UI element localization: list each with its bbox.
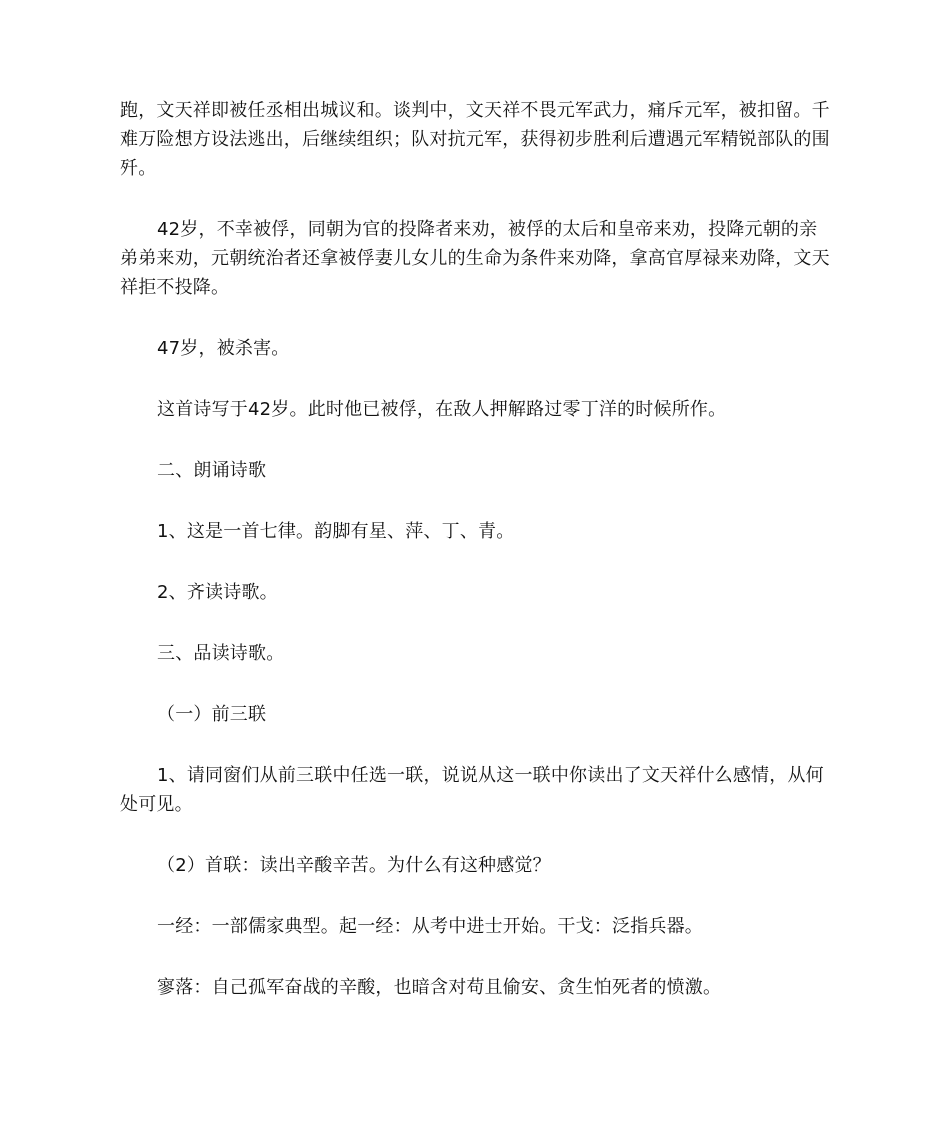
paragraph-wen-tianxiang-background: 跑，文天祥即被任丞相出城议和。谈判中，文天祥不畏元军武力，痛斥元军，被扣留。千难万险想方设法逃出，后继续组织；队对抗元军，获得初步胜利后遭遇元军精锐部队的围歼。 (120, 100, 830, 179)
question-choose-couplet: 1、请同窗们从前三联中任选一联，说说从这一联中你读出了文天祥什么感情，从何处可见。 (120, 765, 824, 815)
document-body (120, 96, 830, 1002)
paragraph-gap (120, 668, 830, 700)
paragraph-gap (120, 819, 830, 851)
section-heading-recite: 二、朗诵诗歌 (157, 460, 267, 481)
paragraph-gap (120, 880, 830, 912)
paragraph-gap (120, 941, 830, 973)
paragraph-gap (120, 729, 830, 761)
paragraph-captured-at-42: 42岁，不幸被俘，同朝为官的投降者来劝，被俘的太后和皇帝来劝，投降元朝的亲弟弟来劝，元朝统治者还拿被俘妻儿女儿的生命为条件来劝降，拿高官厚禄来劝降，文天祥拒不投降。 (120, 219, 830, 298)
paragraph-gap (120, 546, 830, 578)
paragraph-gap (120, 302, 830, 334)
paragraph-gap (120, 363, 830, 395)
paragraph-gap (120, 485, 830, 517)
paragraph-poem-written: 这首诗写于42岁。此时他已被俘，在敌人押解路过零丁洋的时候所作。 (157, 399, 727, 420)
paragraph-gap (120, 424, 830, 456)
list-item-read-together: 2、齐读诗歌。 (157, 582, 278, 603)
first-couplet-question: （2）首联：读出辛酸辛苦。为什么有这种感觉？ (157, 855, 551, 876)
vocabulary-note-liaoluo: 寥落：自己孤军奋战的辛酸，也暗含对苟且偷安、贪生怕死者的愤激。 (157, 977, 722, 998)
paragraph-killed-at-47: 47岁，被杀害。 (157, 338, 290, 359)
vocabulary-note-yijing: 一经：一部儒家典型。起一经：从考中进士开始。干戈：泛指兵器。 (157, 916, 703, 937)
list-item-rhyme: 1、这是一首七律。韵脚有星、萍、丁、青。 (157, 521, 515, 542)
paragraph-gap (120, 607, 830, 639)
subsection-heading-first-three: （一）前三联 (157, 704, 267, 725)
section-heading-analyze: 三、品读诗歌。 (157, 643, 285, 664)
paragraph-gap (120, 183, 830, 215)
